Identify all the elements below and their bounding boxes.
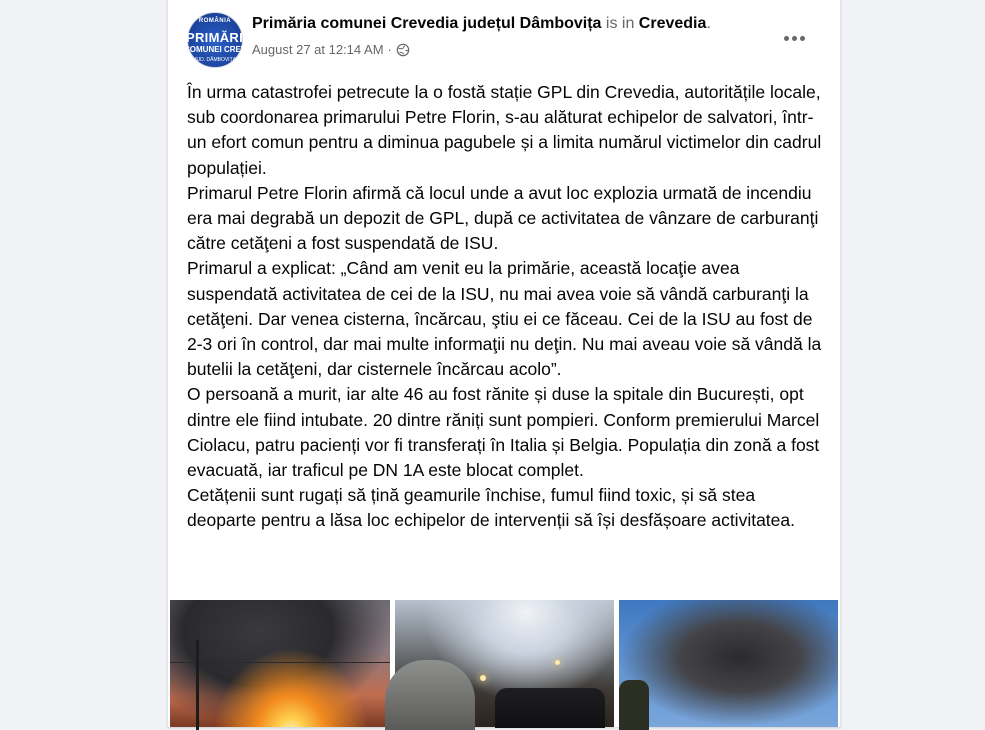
more-options-icon[interactable] <box>776 24 812 52</box>
globe-icon[interactable] <box>396 43 410 57</box>
is-in-text: is in <box>605 15 635 32</box>
avatar-text-sub: COMUNEI CREVEDIA <box>184 45 266 54</box>
avatar-text-bottom: JUD. DÂMBOVIȚA <box>194 57 236 63</box>
avatar-text-main: PRIMĂRIA <box>186 30 253 45</box>
meta-separator: · <box>387 42 392 57</box>
post-paragraph-4: O persoană a murit, iar alte 46 au fost rănite și duse la spitale din București, opt dintre ele fiind intubate. 20 dintre răniți sunt pompieri. Conform premierului Marcel Ciolacu, patru pacienți vor fi transferați în Italia și Belgia. Populația din zonă a fost evacuată, iar traficul pe DN 1A este blocat complet. <box>187 384 820 481</box>
photo-smoke[interactable] <box>619 600 838 727</box>
photo-grid <box>170 600 838 727</box>
post-meta <box>252 42 410 57</box>
post-header <box>252 15 711 33</box>
post-timestamp[interactable]: August 27 at 12:14 AM <box>252 42 384 57</box>
post-paragraph-5: Cetățenii sunt rugați să țină geamurile închise, fumul fiind toxic, și să stea deoparte pentru a lăsa loc echipelor de intervenții să își desfășoare activitatea. <box>187 485 795 531</box>
photo-firefighters[interactable] <box>395 600 614 727</box>
post-paragraph-3: Primarul a explicat: „Când am venit eu la primărie, această locaţie avea suspendată activitatea de cei de la ISU, nu mai avea voie să vândă carburanţi la cetăţeni. Dar venea cisterna, încărcau, ştiu ei ce făceau. Cei de la ISU au fost de 2-3 ori în control, dar mai multe informaţii nu deţin. Nu mai aveau voie să vândă la butelii la cetăţeni, dar cisternele încărcau acolo”. <box>187 258 822 380</box>
post-paragraph-1: În urma catastrofei petrecute la o fostă stație GPL din Crevedia, autoritățile locale, sub coordonarea primarului Petre Florin, s-au alăturat echipelor de salvatori, într-un efort comun pentru a diminua pagubele și a limita numărul victimelor din cadrul populației. <box>187 82 822 178</box>
location-link[interactable]: Crevedia <box>638 15 707 32</box>
page-name-link[interactable]: Primăria comunei Crevedia județul Dâmbovița <box>252 15 602 32</box>
post-paragraph-2: Primarul Petre Florin afirmă că locul unde a avut loc explozia urmată de incendiu era mai degrabă un depozit de GPL, după ce activitatea de vânzare de carburanţi către cetăţeni a fost suspendată de ISU. <box>187 182 819 254</box>
post-card <box>167 0 841 727</box>
page-avatar[interactable] <box>184 12 266 68</box>
post-body <box>187 80 822 534</box>
avatar-text-top: ROMÂNIA <box>198 18 232 24</box>
photo-fire-pole[interactable] <box>170 600 390 727</box>
location-suffix: . <box>706 15 711 32</box>
